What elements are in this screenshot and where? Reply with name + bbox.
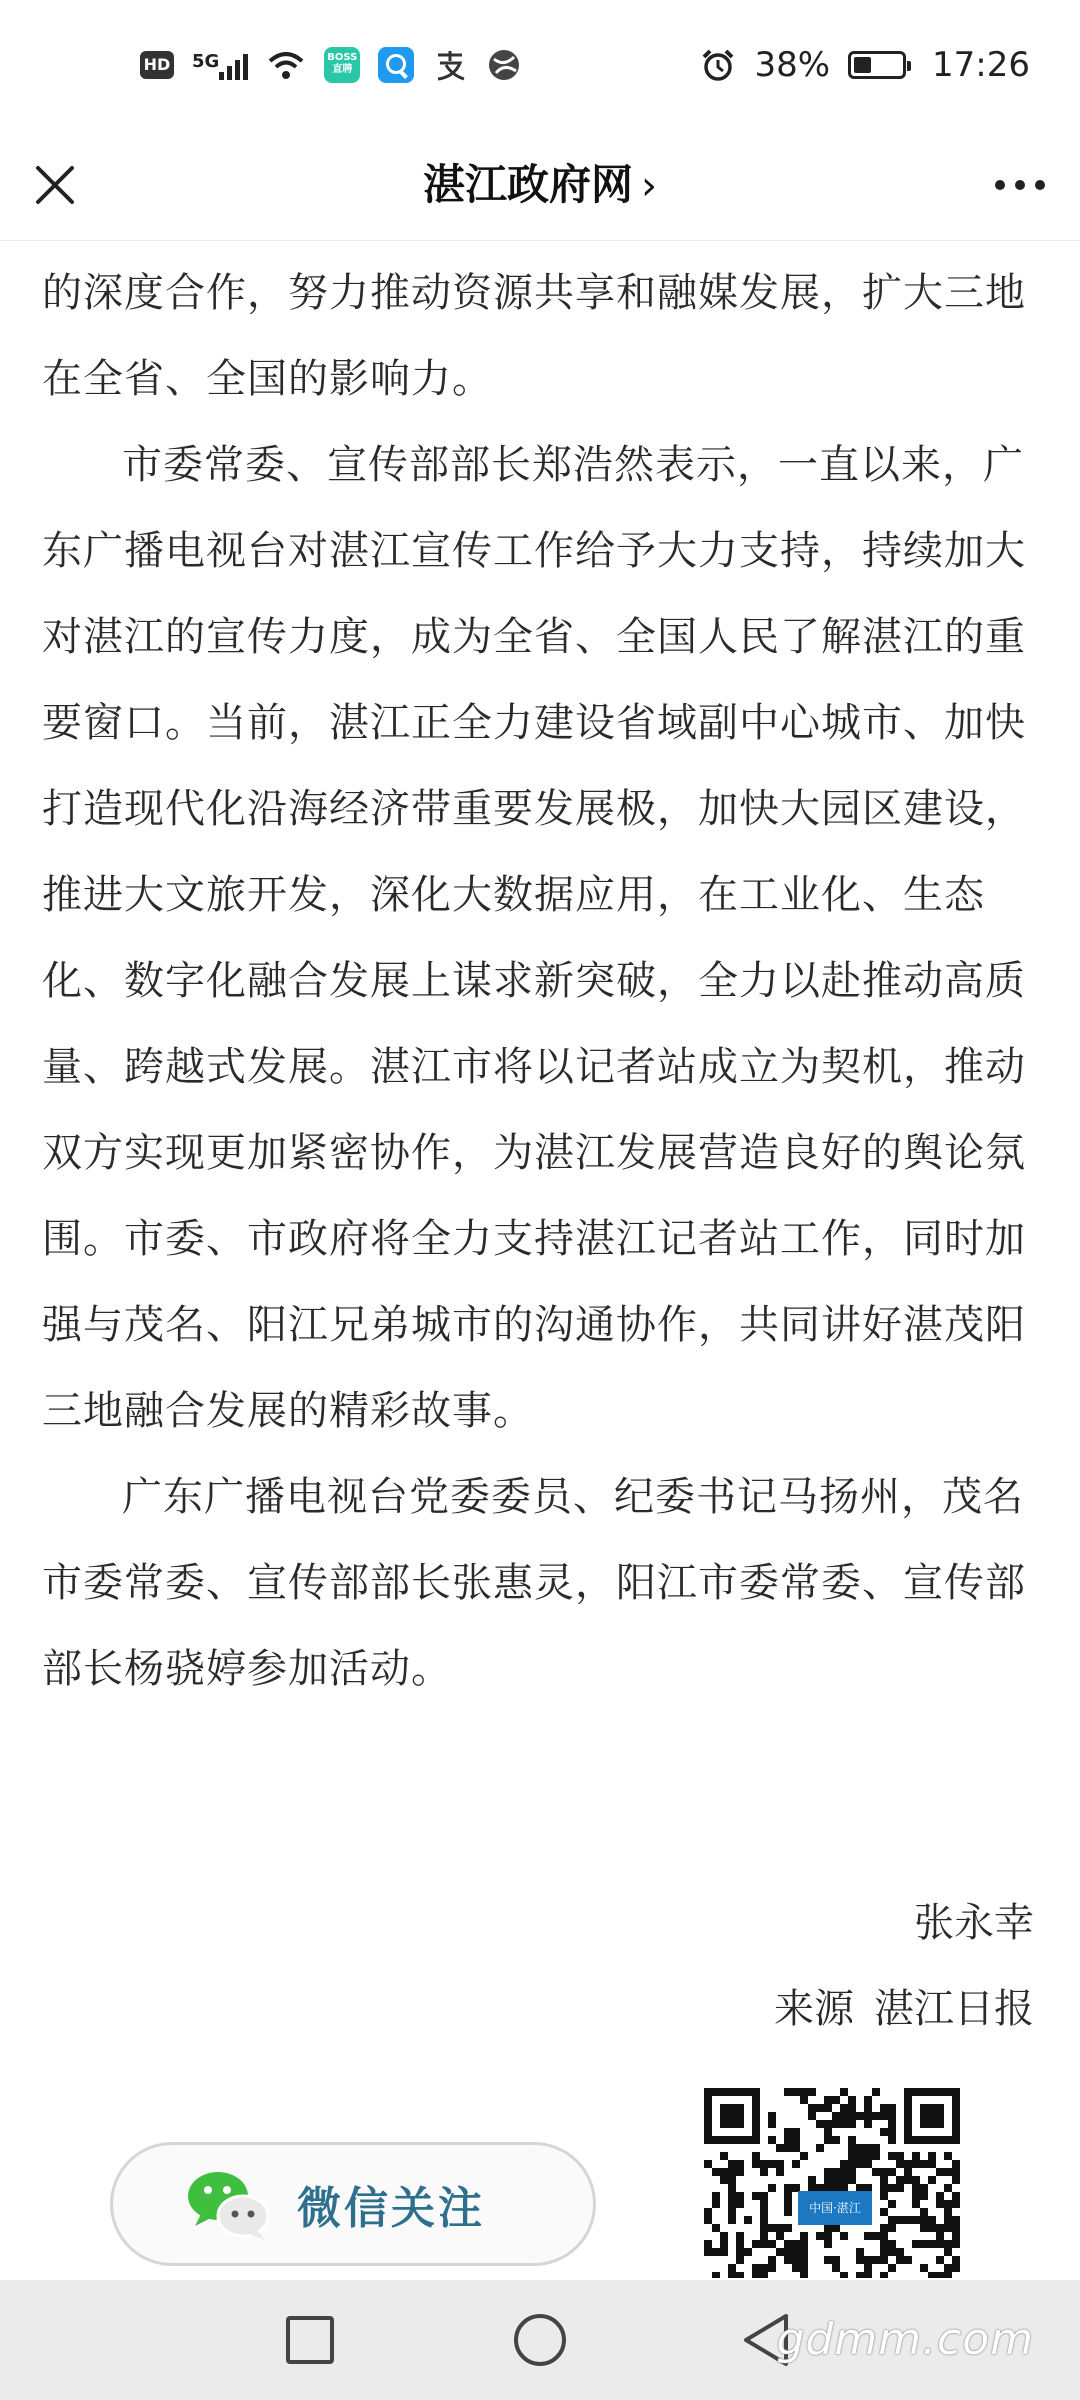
alipay-icon: [432, 47, 468, 83]
author-name: 张永幸: [914, 1900, 1034, 1946]
search-app-icon: [378, 47, 414, 83]
wifi-icon: [266, 49, 306, 81]
status-icons-left: [140, 47, 522, 83]
status-bar: [0, 0, 1080, 130]
status-icons-right: [700, 45, 1030, 85]
boss-app-icon: BOSS 直聘: [324, 47, 360, 83]
article-paragraph: 广东广播电视台党委委员、纪委书记马扬州，茂名市委常委、宣传部部长张惠灵，阳江市委常委、宣传部部长杨骁婷参加活动。: [42, 1474, 1026, 1692]
wechat-logo-icon: [183, 2164, 273, 2244]
square-icon: [272, 2302, 348, 2378]
site-watermark: gdmm.com: [776, 2314, 1034, 2365]
more-options-button[interactable]: [990, 160, 1050, 210]
clock-time: 17:26: [932, 45, 1030, 85]
battery-percent: 38%: [754, 45, 831, 85]
signal-bars-icon: [219, 50, 248, 80]
app-globe-icon: [486, 47, 522, 83]
more-icon: [990, 160, 1050, 210]
article-byline: [774, 1880, 1034, 2052]
recent-apps-button[interactable]: [272, 2302, 348, 2378]
wechat-follow-banner[interactable]: [110, 2142, 596, 2266]
circle-icon: [502, 2302, 578, 2378]
cell-signal-icon: [192, 50, 248, 80]
qr-code: [704, 2088, 964, 2278]
article-paragraph: 市委常委、宣传部部长郑浩然表示，一直以来，广东广播电视台对湛江宣传工作给予大力支持，持续加大对湛江的宣传力度，成为全省、全国人民了解湛江的重要窗口。当前，湛江正全力建设省域副中心城市、加快打造现代化沿海经济带重要发展极，加快大园区建设，推进大文旅开发，深化大数据应用，在工业化、生态化、数字化融合发展上谋求新突破，全力以赴推动高质量、跨越式发展。湛江市将以记者站成立为契机，推动双方实现更加紧密协作，为湛江发展营造良好的舆论氛围。市委、市政府将全力支持湛江记者站工作，同时加强与茂名、阳江兄弟城市的沟通协作，共同讲好湛茂阳三地融合发展的精彩故事。: [42, 442, 1026, 1434]
account-name: 湛江政府网: [422, 160, 633, 209]
article-paragraph: 的深度合作，努力推动资源共享和融媒发展，扩大三地在全省、全国的影响力。: [42, 270, 1026, 402]
page-title[interactable]: [0, 130, 1080, 240]
source-line: [774, 1966, 1034, 2052]
title-bar: [0, 130, 1080, 241]
article-body: [42, 250, 1038, 1712]
source-label: 来源: [774, 1986, 854, 2032]
source-name: 湛江日报: [874, 1986, 1034, 2032]
network-type-label: 5G: [192, 51, 220, 72]
home-button[interactable]: [502, 2302, 578, 2378]
wechat-follow-label: 微信关注: [297, 2183, 485, 2234]
battery-icon: [848, 51, 906, 79]
alarm-icon: [700, 47, 736, 83]
chevron-right-icon: ›: [641, 163, 657, 209]
hd-icon: HD: [140, 51, 174, 79]
qr-logo: 中国·湛江: [798, 2191, 872, 2225]
